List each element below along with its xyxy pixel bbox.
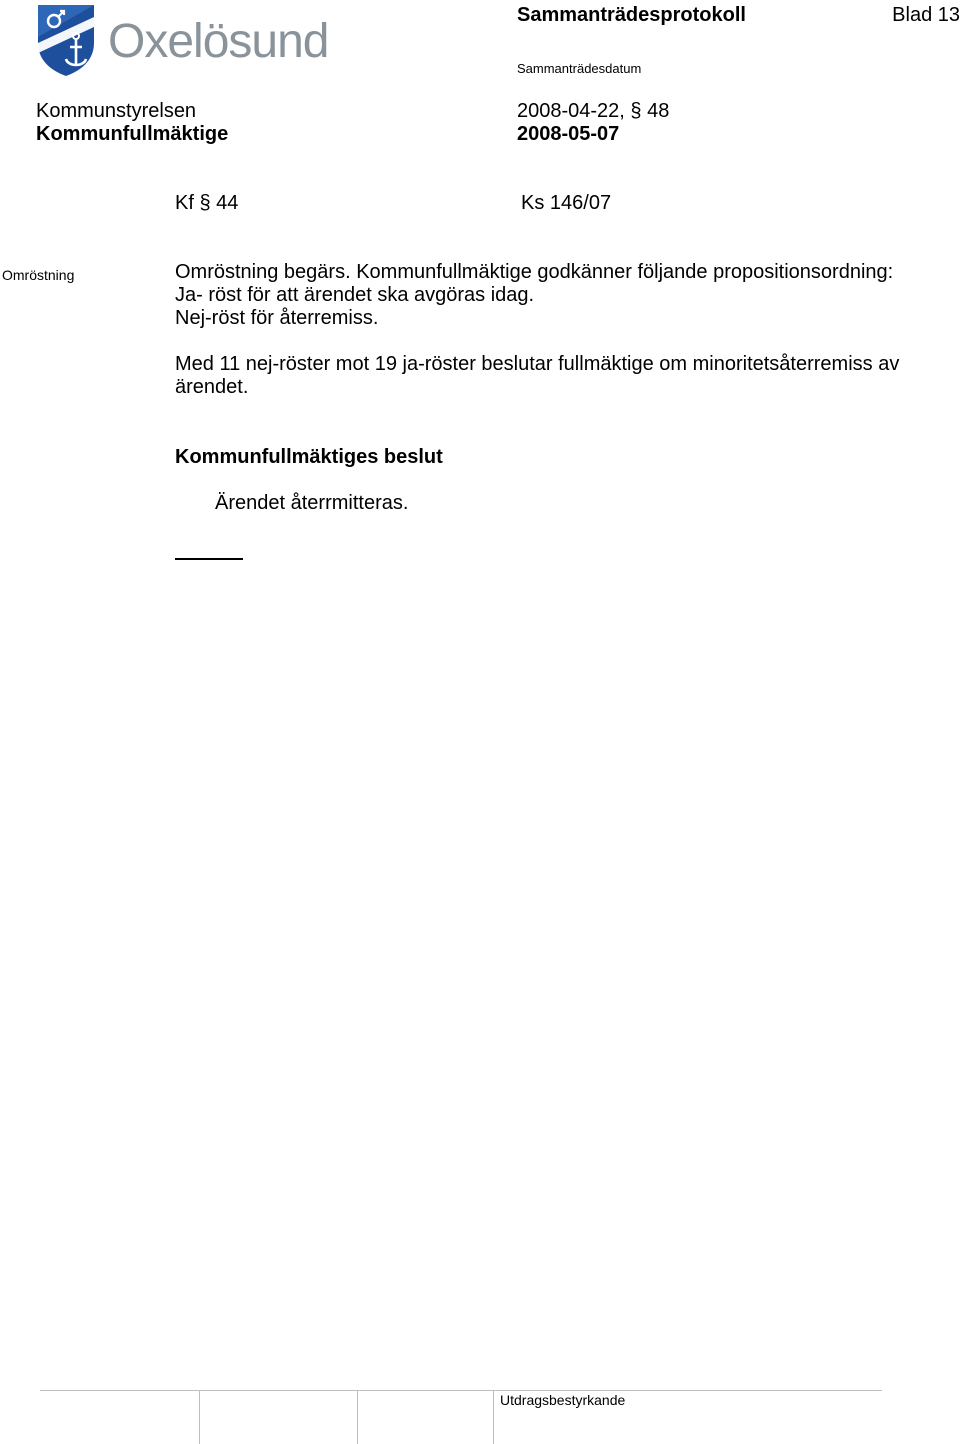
footer-divider [199, 1390, 200, 1444]
committee-name: Kommunstyrelsen [36, 100, 197, 122]
vote-requested-text: Omröstning begärs. Kommunfullmäktige godkänner följande propositionsordning: [175, 261, 894, 283]
council-date: 2008-05-07 [517, 123, 620, 145]
decision-heading: Kommunfullmäktiges beslut [175, 446, 443, 468]
margin-note: Omröstning [2, 267, 75, 283]
footer-label: Utdragsbestyrkande [500, 1392, 626, 1408]
no-vote-text: Nej-röst för återremiss. [175, 307, 379, 329]
kf-reference: Kf § 44 [175, 192, 239, 214]
page-number: Blad 13 [892, 4, 960, 26]
council-name: Kommunfullmäktige [36, 123, 229, 145]
end-rule [175, 558, 243, 560]
vote-result-text: Med 11 nej-röster mot 19 ja-röster beslutar fullmäktige om minoritetsåterremiss av ärendet. [175, 353, 900, 398]
footer-rule [40, 1390, 882, 1391]
yes-vote-text: Ja- röst för att ärendet ska avgöras idag. [175, 284, 535, 306]
document-type: Sammanträdesprotokoll [517, 4, 746, 26]
ks-reference: Ks 146/07 [521, 192, 612, 214]
decision-text: Ärendet återrmitteras. [215, 492, 409, 514]
body-text [175, 261, 945, 399]
municipal-coat-of-arms-icon [36, 3, 96, 77]
meeting-date-label: Sammanträdesdatum [517, 61, 642, 76]
footer-divider [357, 1390, 358, 1444]
committee-date: 2008-04-22, § 48 [517, 100, 670, 122]
footer-divider [493, 1390, 494, 1444]
municipality-logo-text: Oxelösund [108, 15, 329, 68]
